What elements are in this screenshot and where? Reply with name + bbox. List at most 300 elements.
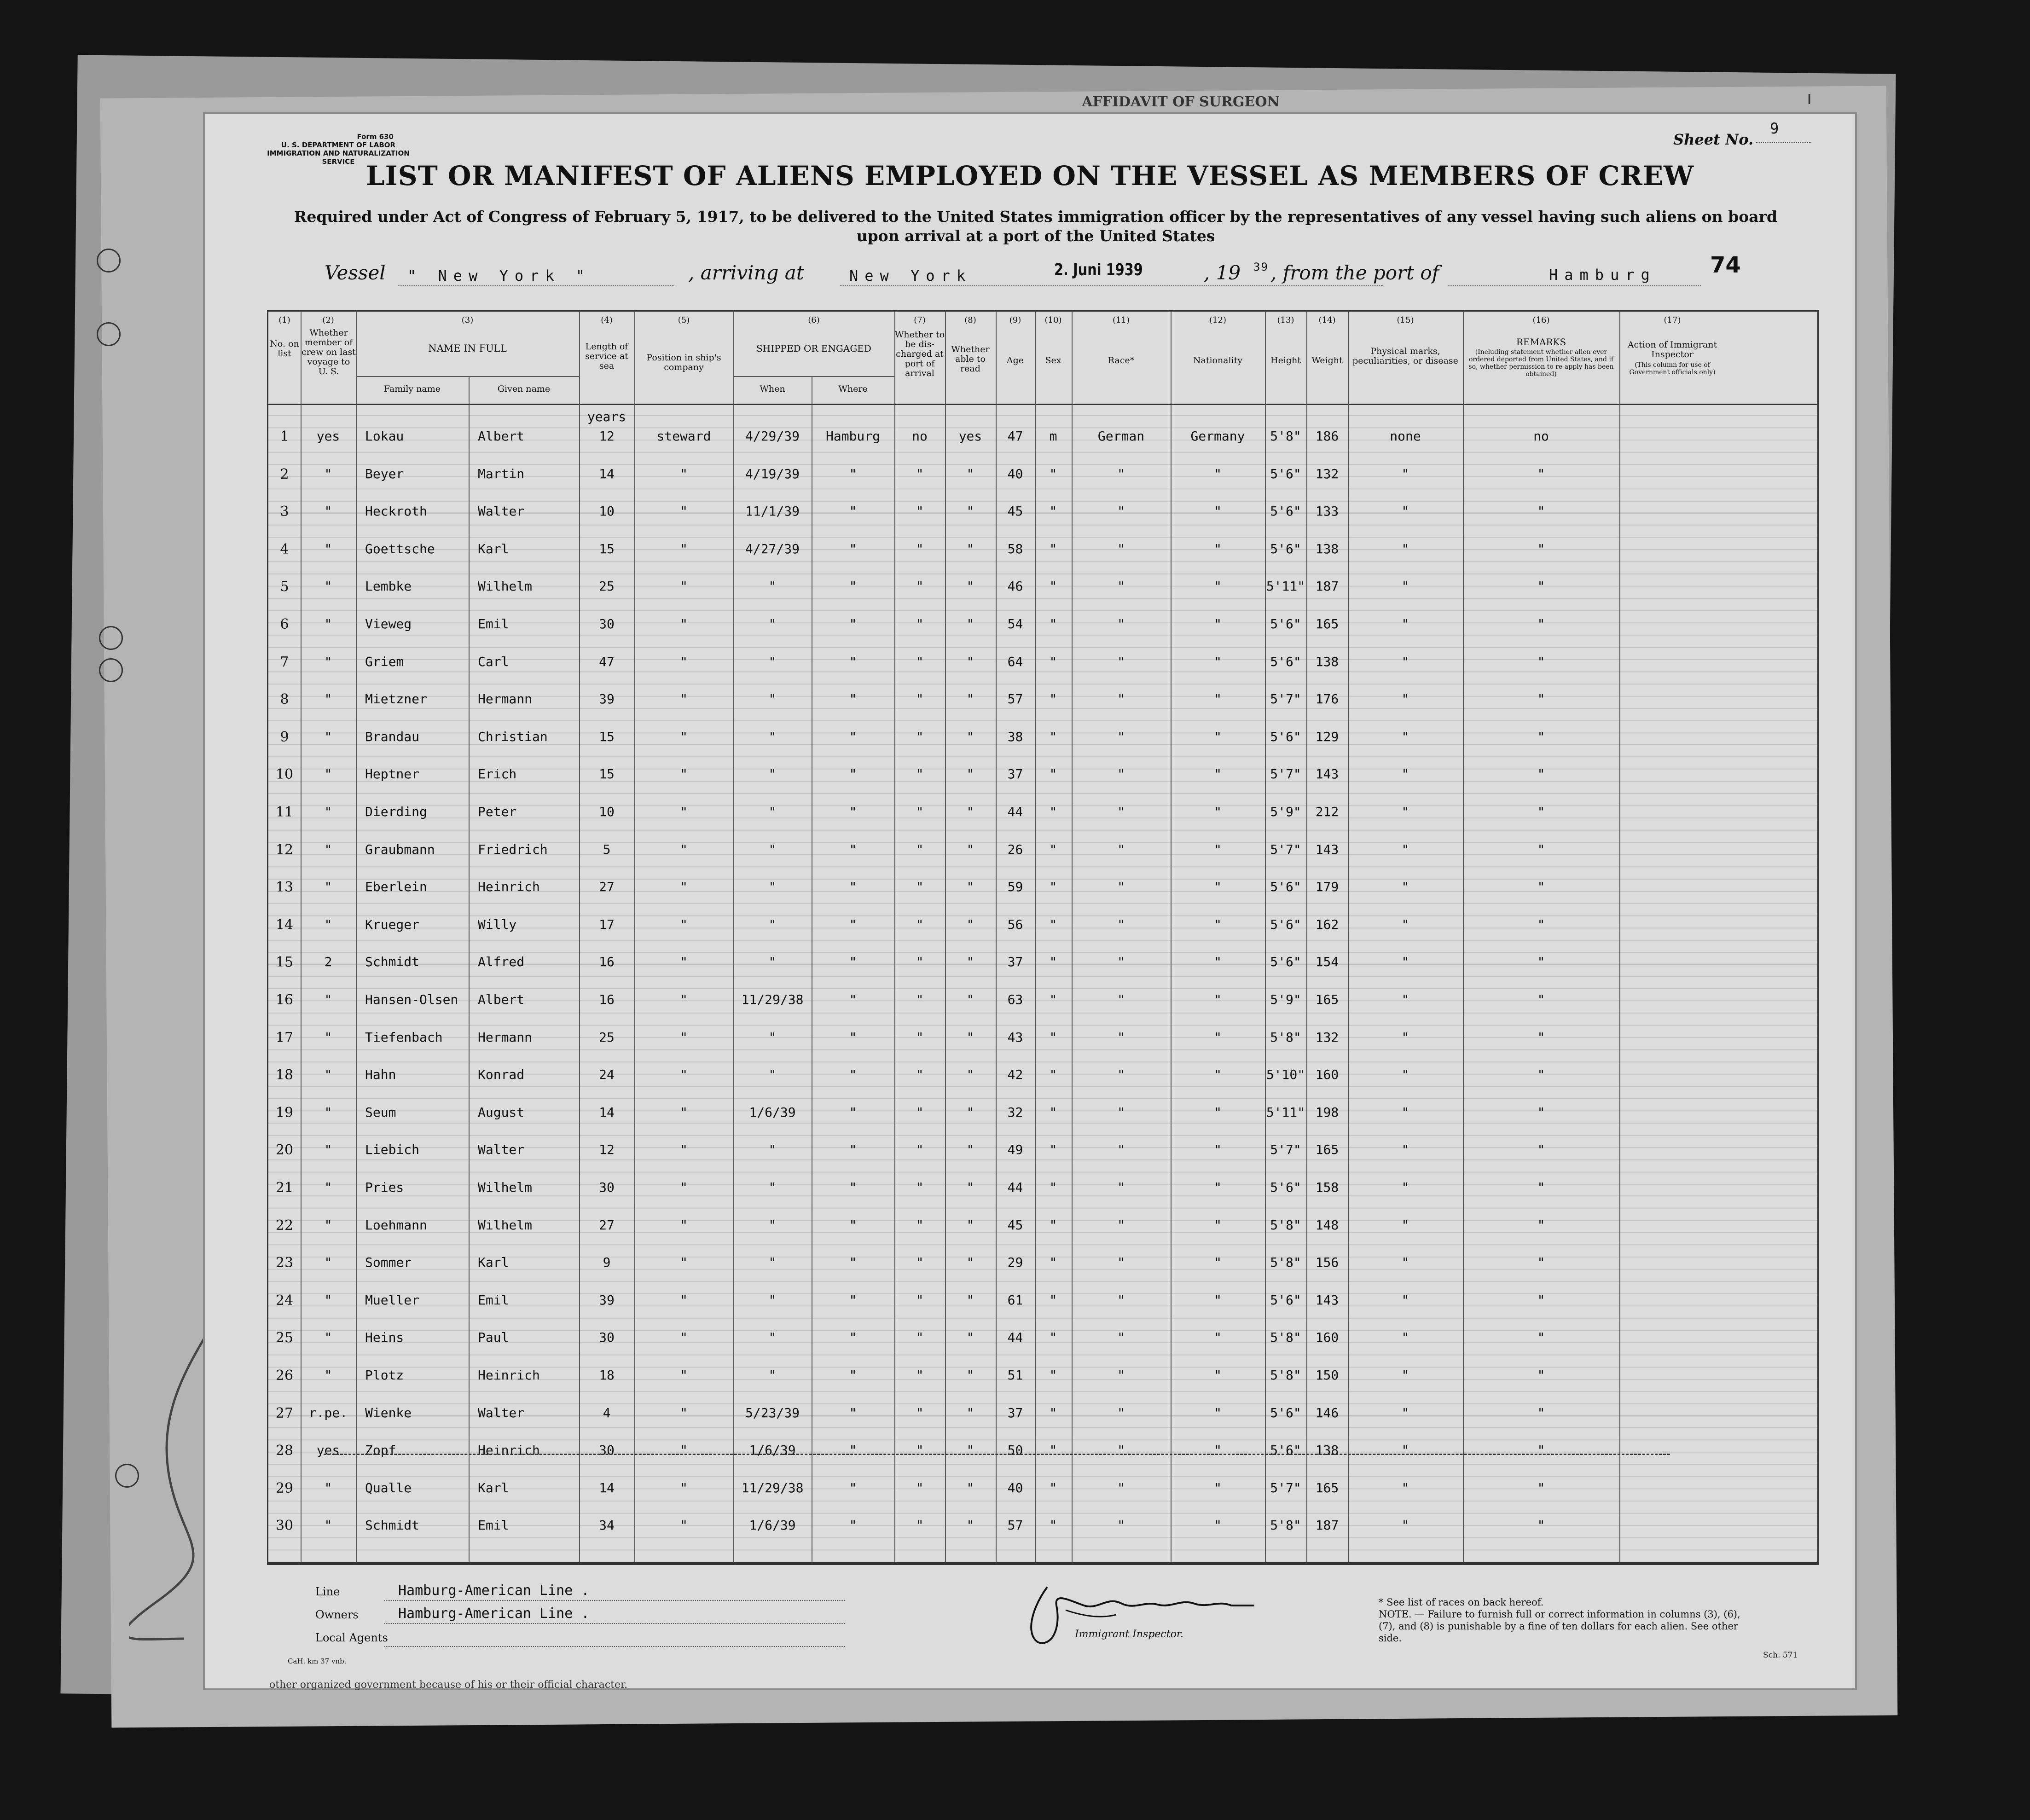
cell-remarks: " [1537,1255,1545,1270]
cell-shipped-when: 4/29/39 [745,429,800,444]
cell-remarks: " [1537,1142,1545,1158]
table-row [268,1317,1817,1353]
cell-family-name: Brandau [365,729,420,744]
cell-sex: " [1049,1180,1057,1195]
cell-nationality: " [1214,654,1222,669]
cell-row-number: 6 [280,616,289,632]
cell-shipped-where: " [849,1405,857,1420]
cell-position: " [680,541,688,556]
cell-family-name: Vieweg [365,616,412,632]
cell-able-to-read: " [966,954,974,970]
cell-shipped-where: " [849,954,857,970]
cell-sex: " [1049,1142,1057,1158]
cell-row-number: 12 [275,841,294,858]
cell-able-to-read: " [966,1292,974,1308]
cell-physical-marks: " [1401,729,1409,744]
table-row [268,1355,1817,1391]
cell-discharged: " [916,1180,924,1195]
cell-family-name: Hansen-Olsen [365,992,458,1007]
cell-member-last-voyage: yes [316,1443,340,1458]
cell-position: " [680,504,688,519]
cell-nationality: " [1214,616,1222,632]
cell-member-last-voyage: " [324,1480,332,1495]
cell-physical-marks: " [1401,541,1409,556]
cell-weight: 165 [1315,616,1339,632]
col-num-1: (1) [278,315,290,325]
cell-row-number: 8 [280,691,289,708]
cell-nationality: " [1214,1292,1222,1308]
cell-given-name: Hermann [478,691,533,707]
cell-physical-marks: " [1401,1480,1409,1495]
cell-shipped-where: " [849,766,857,782]
cell-length-of-service: 18 [599,1368,615,1383]
cell-position: " [680,1067,688,1083]
cell-sex: " [1049,954,1057,970]
cell-physical-marks: " [1401,616,1409,632]
cell-race: " [1117,1217,1125,1233]
cell-family-name: Qualle [365,1480,412,1495]
cell-remarks: " [1537,1292,1545,1308]
cell-shipped-where: " [849,1180,857,1195]
cell-nationality: " [1214,541,1222,556]
cell-weight: 129 [1315,729,1339,744]
cell-discharged: " [916,1255,924,1270]
cell-race: " [1117,1518,1125,1533]
cell-weight: 165 [1315,992,1339,1007]
table-row [268,453,1817,489]
cell-position: " [680,691,688,707]
cell-nationality: " [1214,766,1222,782]
cell-family-name: Heins [365,1330,404,1345]
vessel-name: " New York " [407,267,592,284]
cell-able-to-read: " [966,992,974,1007]
cell-able-to-read: " [966,616,974,632]
cell-given-name: Wilhelm [478,579,533,594]
cell-weight: 162 [1315,916,1339,932]
cell-height: 5'7" [1270,841,1301,857]
years-label: years [587,409,626,424]
cell-given-name: Friedrich [478,841,548,857]
cell-family-name: Schmidt [365,1518,420,1533]
local-agents-label: Local Agents [315,1631,388,1644]
cell-given-name: Martin [478,466,525,481]
cell-member-last-voyage: " [324,504,332,519]
cell-given-name: Carl [478,654,509,669]
cell-discharged: " [916,954,924,970]
cell-age: 38 [1007,729,1023,744]
cell-age: 64 [1007,654,1023,669]
cell-weight: 160 [1315,1330,1339,1345]
cell-physical-marks: " [1401,804,1409,819]
vessel-dotline [398,285,674,286]
page-title: LIST OR MANIFEST OF ALIENS EMPLOYED ON THE VESSEL AS MEMBERS OF CREW [365,160,1694,191]
cell-member-last-voyage: " [324,1142,332,1158]
cell-member-last-voyage: " [324,616,332,632]
cell-weight: 143 [1315,841,1339,857]
cell-physical-marks: " [1401,1067,1409,1083]
cell-nationality: " [1214,1104,1222,1120]
cell-height: 5'9" [1270,804,1301,819]
cell-age: 43 [1007,1029,1023,1045]
cell-weight: 165 [1315,1142,1339,1158]
year-prefix: , 19 [1204,261,1241,284]
cell-position: " [680,654,688,669]
table-row [268,528,1817,564]
affidavit-header: AFFIDAVIT OF SURGEON [1082,94,1280,110]
cell-member-last-voyage: " [324,466,332,481]
cell-shipped-where: " [849,579,857,594]
line-label: Line [315,1585,340,1598]
cell-height: 5'6" [1270,1405,1301,1420]
cell-discharged: " [916,1217,924,1233]
cell-race: " [1117,466,1125,481]
cell-age: 37 [1007,1405,1023,1420]
cell-family-name: Griem [365,654,404,669]
cell-remarks: " [1537,504,1545,519]
header-family-name: Family name [384,384,441,394]
cell-given-name: Wilhelm [478,1180,533,1195]
cell-member-last-voyage: " [324,1518,332,1533]
cell-position: steward [656,429,711,444]
cell-nationality: " [1214,1217,1222,1233]
cell-given-name: Albert [478,429,525,444]
cell-nationality: " [1214,1518,1222,1533]
cell-race: " [1117,691,1125,707]
cell-position: " [680,1330,688,1345]
cell-sex: " [1049,729,1057,744]
cell-shipped-where: " [849,992,857,1007]
table-row [268,941,1817,977]
cell-race: " [1117,841,1125,857]
cell-remarks: " [1537,616,1545,632]
cell-shipped-where: " [849,466,857,481]
cell-shipped-where: " [849,1142,857,1158]
cell-given-name: Willy [478,916,517,932]
cell-nationality: " [1214,1029,1222,1045]
cell-height: 5'6" [1270,729,1301,744]
cell-family-name: Loehmann [365,1217,427,1233]
cell-sex: " [1049,654,1057,669]
cell-given-name: Karl [478,541,509,556]
cell-age: 44 [1007,1180,1023,1195]
cell-position: " [680,916,688,932]
cell-able-to-read: " [966,1217,974,1233]
cell-able-to-read: " [966,1255,974,1270]
cell-discharged: " [916,579,924,594]
cell-length-of-service: 5 [603,841,611,857]
header-given-name: Given name [497,384,551,394]
cell-shipped-where: " [849,879,857,895]
cell-row-number: 4 [280,541,289,557]
cell-length-of-service: 12 [599,1142,615,1158]
cell-height: 5'11" [1266,1104,1305,1120]
cell-physical-marks: " [1401,879,1409,895]
cell-nationality: " [1214,992,1222,1007]
cell-physical-marks: " [1401,1443,1409,1458]
cell-age: 50 [1007,1443,1023,1458]
table-row [268,904,1817,940]
cell-physical-marks: " [1401,579,1409,594]
cell-physical-marks: " [1401,992,1409,1007]
cell-discharged: " [916,879,924,895]
cell-length-of-service: 24 [599,1067,615,1083]
cell-row-number: 5 [280,579,289,595]
cell-age: 45 [1007,1217,1023,1233]
cell-given-name: Heinrich [478,1368,540,1383]
cell-nationality: " [1214,1368,1222,1383]
cell-height: 5'10" [1266,1067,1305,1083]
cell-race: " [1117,1368,1125,1383]
col-num-11: (11) [1113,315,1130,325]
cell-row-number: 2 [280,466,289,482]
cell-member-last-voyage: " [324,1067,332,1083]
cell-position: " [680,1217,688,1233]
header-race: Race* [1108,355,1135,365]
cell-height: 5'8" [1270,1368,1301,1383]
cell-physical-marks: " [1401,504,1409,519]
cell-row-number: 3 [280,504,289,520]
header-remarks-note: (Including statement whether alien ever ordered deported from United States, and if so, whether permission to re-apply has been obtained) [1468,348,1614,378]
cell-physical-marks: " [1401,691,1409,707]
cell-remarks: " [1537,729,1545,744]
sheet-number-line [1756,142,1811,143]
date-stamp: 2. Juni 1939 [1054,261,1143,279]
cell-shipped-when: " [768,841,777,857]
cell-family-name: Schmidt [365,954,420,970]
cell-weight: 187 [1315,579,1339,594]
cell-member-last-voyage: " [324,1292,332,1308]
cell-able-to-read: " [966,654,974,669]
cell-physical-marks: " [1401,1142,1409,1158]
col-num-12: (12) [1209,315,1226,325]
cell-able-to-read: " [966,1029,974,1045]
cell-nationality: " [1214,466,1222,481]
races-note: * See list of races on back hereof. [1379,1597,1544,1608]
cell-nationality: " [1214,504,1222,519]
ink-mark: ı [1807,87,1812,109]
cell-discharged: " [916,841,924,857]
cell-sex: " [1049,1443,1057,1458]
cell-physical-marks: none [1390,429,1421,444]
cell-length-of-service: 16 [599,954,615,970]
header-action: Action of Immigrant Inspector [1627,340,1717,359]
year-value: 39 [1253,261,1269,273]
cell-race: " [1117,879,1125,895]
cell-sex: " [1049,1368,1057,1383]
cell-shipped-where: " [849,1217,857,1233]
table-row [268,1205,1817,1240]
cell-member-last-voyage: " [324,729,332,744]
service: IMMIGRATION AND NATURALIZATION SERVICE [267,149,410,166]
cell-row-number: 16 [275,992,294,1008]
cell-shipped-where: " [849,1330,857,1345]
cell-race: " [1117,916,1125,932]
cell-length-of-service: 27 [599,879,615,895]
cell-nationality: " [1214,1443,1222,1458]
cell-length-of-service: 14 [599,1104,615,1120]
cell-shipped-where: " [849,1067,857,1083]
cell-position: " [680,954,688,970]
cell-family-name: Beyer [365,466,404,481]
cell-able-to-read: " [966,841,974,857]
cell-weight: 212 [1315,804,1339,819]
table-row [268,829,1817,865]
cell-position: " [680,1443,688,1458]
cell-remarks: " [1537,954,1545,970]
cell-height: 5'6" [1270,1180,1301,1195]
cell-given-name: Wilhelm [478,1217,533,1233]
cell-race: German [1097,429,1145,444]
cell-height: 5'6" [1270,541,1301,556]
cell-physical-marks: " [1401,1255,1409,1270]
cell-discharged: " [916,1292,924,1308]
cell-weight: 132 [1315,1029,1339,1045]
cell-discharged: " [916,766,924,782]
header-sex: Sex [1045,355,1061,365]
cell-given-name: Erich [478,766,517,782]
cell-length-of-service: 25 [599,579,615,594]
cell-row-number: 21 [275,1180,294,1196]
cell-family-name: Wienke [365,1405,412,1420]
cell-shipped-when: " [768,804,777,819]
cell-age: 37 [1007,954,1023,970]
cell-family-name: Goettsche [365,541,435,556]
cell-discharged: " [916,616,924,632]
cell-height: 5'7" [1270,1480,1301,1495]
cell-age: 42 [1007,1067,1023,1083]
cell-shipped-when: 1/6/39 [749,1104,796,1120]
col-num-4: (4) [601,315,613,325]
header-discharged: Whether to be dis-charged at port of arrival [894,330,945,378]
cell-shipped-where: " [849,541,857,556]
cell-given-name: Karl [478,1255,509,1270]
cell-physical-marks: " [1401,1368,1409,1383]
cell-sex: " [1049,1104,1057,1120]
cell-shipped-where: " [849,1292,857,1308]
col-num-14: (14) [1318,315,1336,325]
cell-weight: 143 [1315,766,1339,782]
cell-remarks: " [1537,879,1545,895]
cell-sex: " [1049,992,1057,1007]
cell-member-last-voyage: " [324,766,332,782]
cell-nationality: " [1214,691,1222,707]
cell-height: 5'6" [1270,916,1301,932]
cell-weight: 143 [1315,1292,1339,1308]
cell-member-last-voyage: " [324,916,332,932]
cell-remarks: " [1537,1104,1545,1120]
header-nationality: Nationality [1193,355,1243,365]
cell-race: " [1117,729,1125,744]
cell-family-name: Graubmann [365,841,435,857]
cell-member-last-voyage: " [324,879,332,895]
cell-length-of-service: 27 [599,1217,615,1233]
col-num-17: (17) [1664,315,1681,325]
cell-row-number: 26 [275,1368,294,1384]
cell-age: 44 [1007,1330,1023,1345]
cell-race: " [1117,1255,1125,1270]
table-row [268,1505,1817,1541]
cell-able-to-read: " [966,466,974,481]
cell-row-number: 13 [275,879,294,896]
cell-remarks: " [1537,1029,1545,1045]
cell-member-last-voyage: " [324,1255,332,1270]
cell-remarks: " [1537,1405,1545,1420]
cell-race: " [1117,1405,1125,1420]
cell-shipped-when: " [768,654,777,669]
cell-sex: " [1049,616,1057,632]
cell-remarks: " [1537,1443,1545,1458]
cell-age: 46 [1007,579,1023,594]
cell-weight: 176 [1315,691,1339,707]
cell-shipped-where: " [849,729,857,744]
cell-age: 44 [1007,804,1023,819]
cell-weight: 160 [1315,1067,1339,1083]
cell-shipped-where: " [849,841,857,857]
cell-race: " [1117,504,1125,519]
cell-length-of-service: 15 [599,541,615,556]
cell-age: 51 [1007,1368,1023,1383]
cell-physical-marks: " [1401,1180,1409,1195]
cell-shipped-where: " [849,804,857,819]
sheet-number-value: 9 [1770,120,1779,137]
cell-race: " [1117,616,1125,632]
cell-row-number: 22 [275,1217,294,1234]
cell-length-of-service: 39 [599,691,615,707]
cell-row-number: 29 [275,1480,294,1496]
cell-shipped-when: 5/23/39 [745,1405,800,1420]
cell-race: " [1117,1067,1125,1083]
cell-shipped-when: " [768,579,777,594]
cell-position: " [680,879,688,895]
cell-race: " [1117,766,1125,782]
table-row [268,566,1817,602]
cell-row-number: 25 [275,1330,294,1346]
cell-shipped-when: 11/1/39 [745,504,800,519]
inspector-signature [1006,1578,1282,1652]
cell-length-of-service: 12 [599,429,615,444]
col-num-7: (7) [914,315,926,325]
cell-height: 5'6" [1270,1443,1301,1458]
cell-height: 5'7" [1270,1142,1301,1158]
cell-given-name: Walter [478,1405,525,1420]
cell-age: 45 [1007,504,1023,519]
cell-race: " [1117,1292,1125,1308]
cell-physical-marks: " [1401,1405,1409,1420]
cell-weight: 138 [1315,1443,1339,1458]
cell-remarks: " [1537,992,1545,1007]
cell-shipped-where: " [849,1518,857,1533]
catalog-code: CaH. km 37 vnb. [288,1657,347,1665]
cell-physical-marks: " [1401,954,1409,970]
table-row [268,1017,1817,1053]
cell-length-of-service: 25 [599,1029,615,1045]
header-physical-marks: Physical marks, peculiarities, or disease [1352,346,1458,366]
cell-row-number: 27 [275,1405,294,1421]
header-height: Height [1270,355,1301,365]
cell-sex: " [1049,1029,1057,1045]
cell-height: 5'7" [1270,691,1301,707]
cell-remarks: " [1537,841,1545,857]
cell-shipped-when: " [768,1330,777,1345]
cell-position: " [680,466,688,481]
cell-row-number: 1 [280,429,289,445]
cell-member-last-voyage: " [324,841,332,857]
col-num-13: (13) [1277,315,1294,325]
cell-family-name: Pries [365,1180,404,1195]
cell-age: 26 [1007,841,1023,857]
cell-weight: 187 [1315,1518,1339,1533]
cell-able-to-read: " [966,879,974,895]
